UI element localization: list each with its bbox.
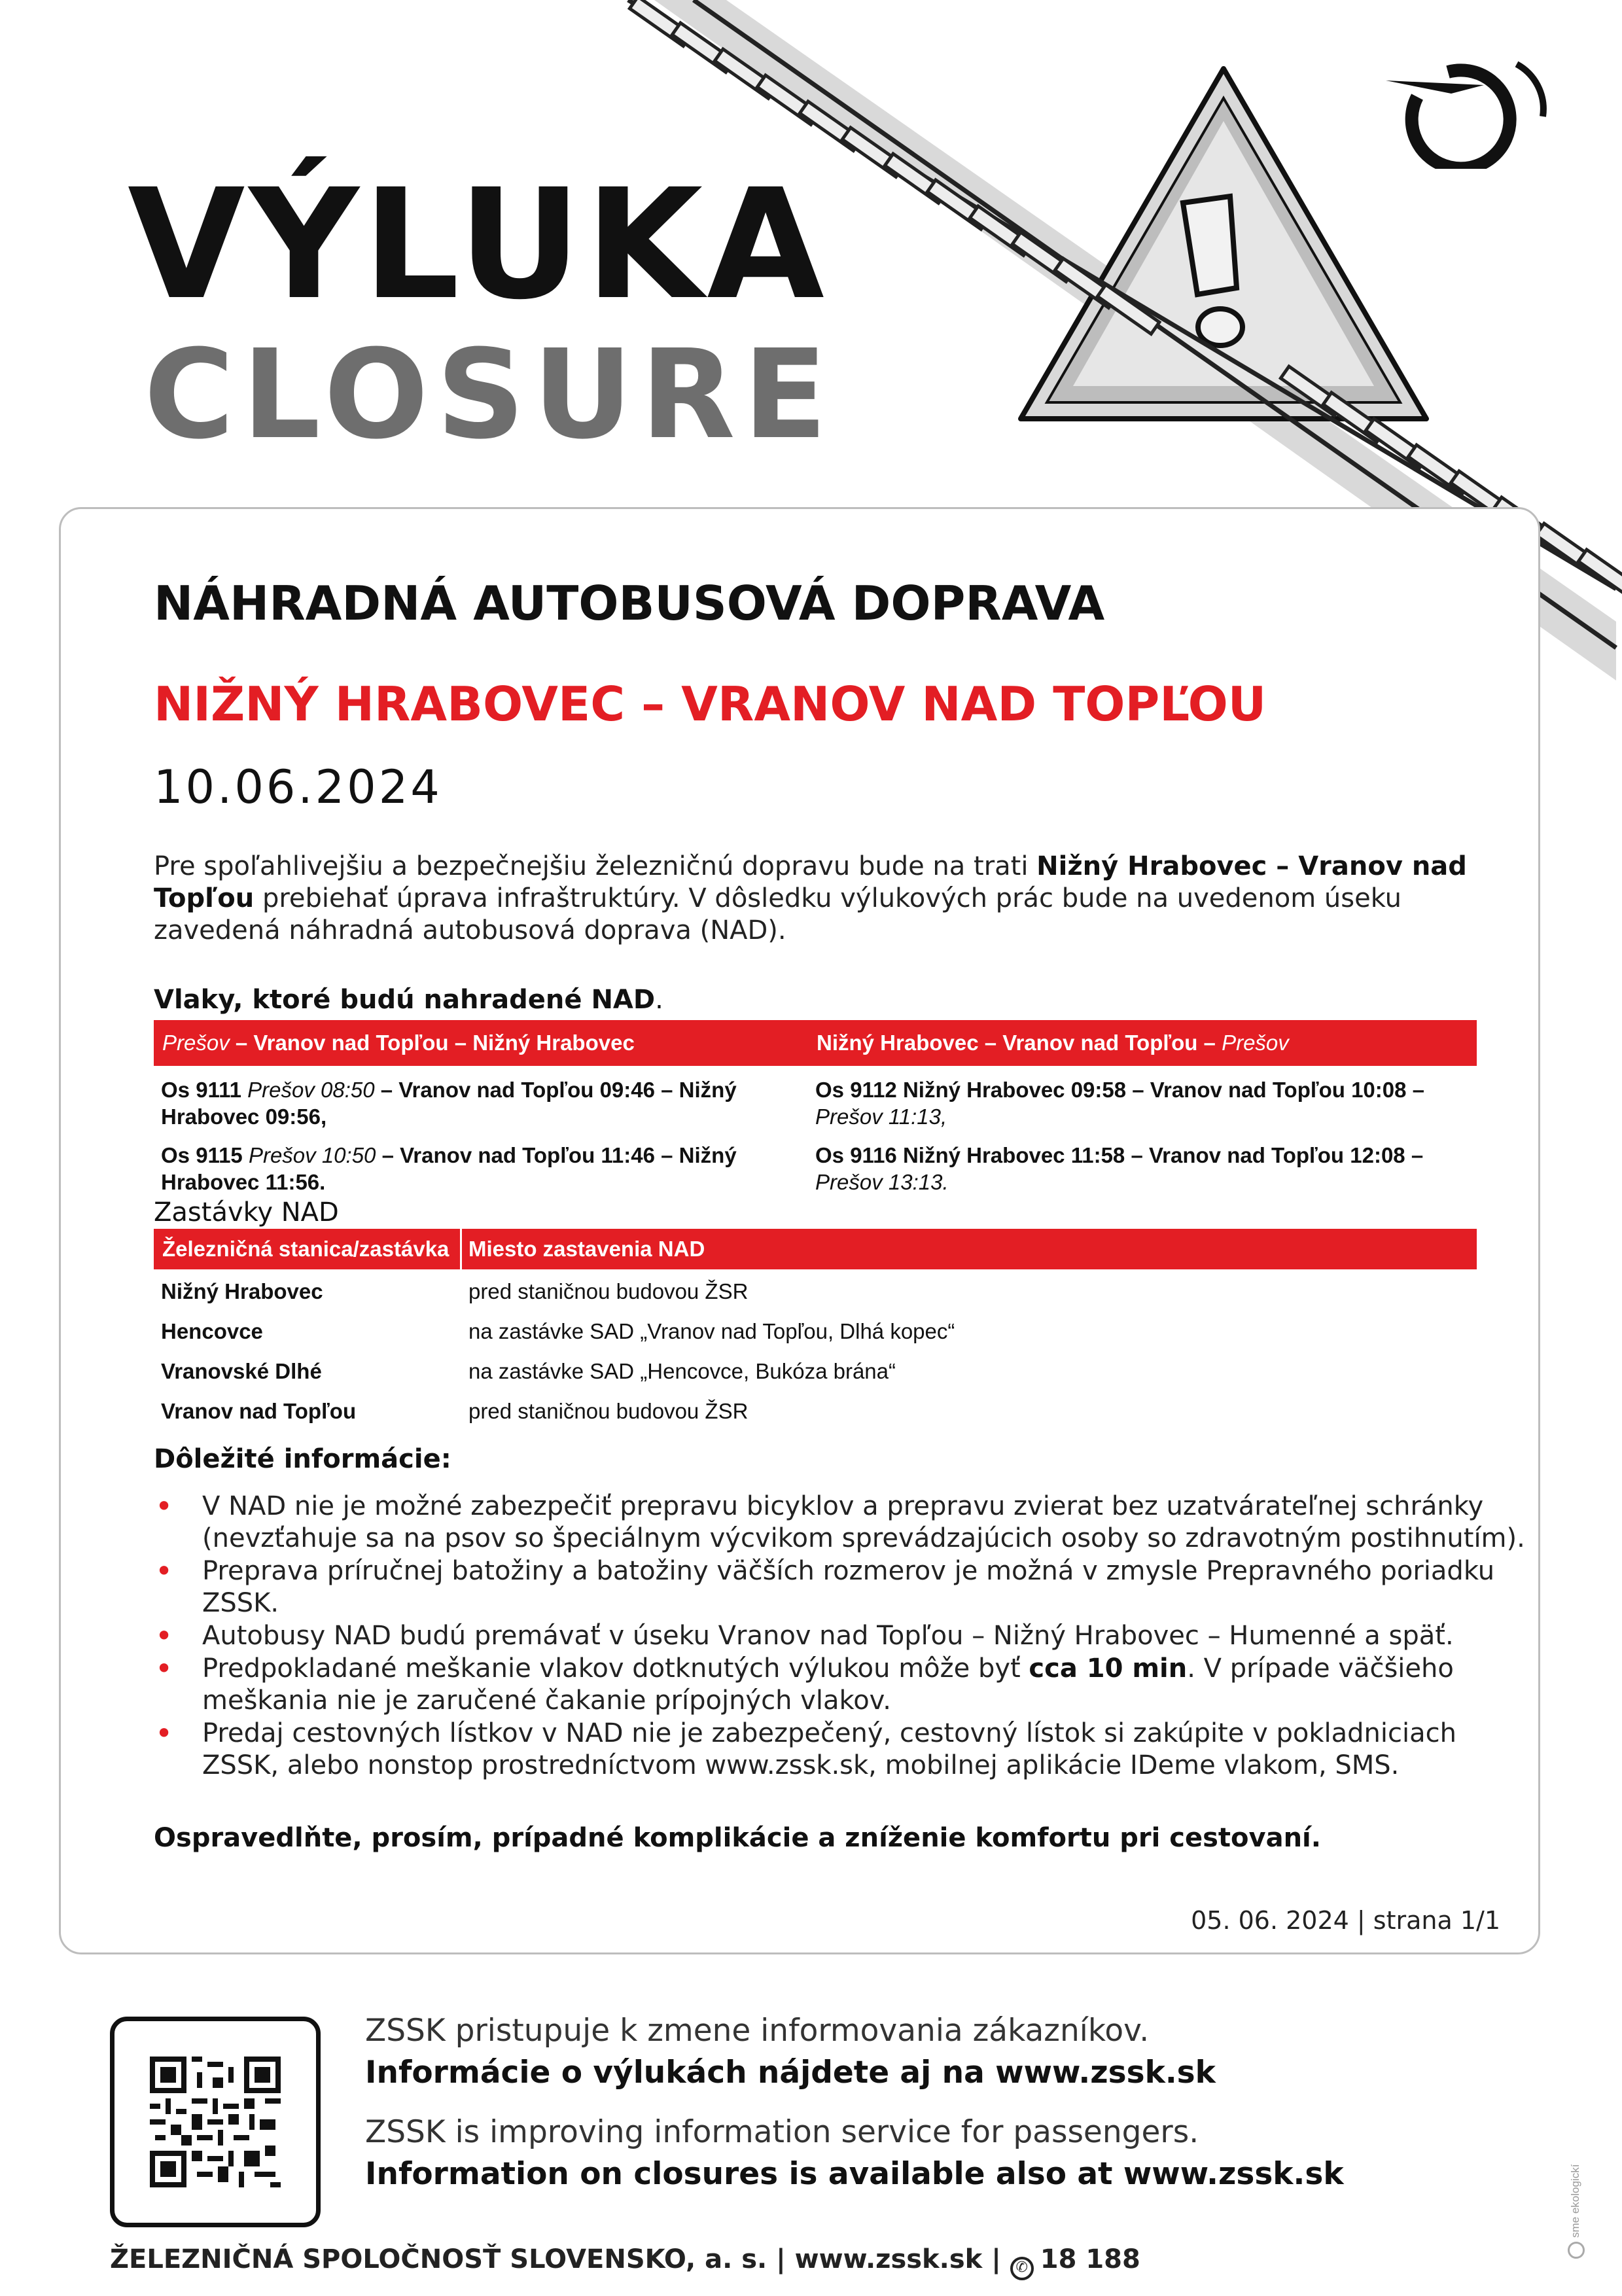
trains-section-title: Vlaky, ktoré budú nahradené NAD. xyxy=(154,985,663,1015)
direction-2-header: Nižný Hrabovec – Vranov nad Topľou – Prešov xyxy=(817,1031,1289,1055)
list-item: • Predpokladané meškanie vlakov dotknutých výlukou môže byť cca 10 min. V prípade väčšieho meškania nie je zaručené čakanie prípojných vlakov. xyxy=(154,1653,1534,1717)
stop-name: Vranovské Dlhé xyxy=(161,1359,322,1383)
footer-en-line2: Information on closures is available also at www.zssk.sk xyxy=(365,2156,1344,2192)
col-station-header: Železničná stanica/zastávka xyxy=(162,1237,450,1261)
train-os-9112: Os 9112 Nižný Hrabovec 09:58 – Vranov nad Topľou 10:08 – Prešov 11:13, xyxy=(815,1078,1424,1129)
headline: NÁHRADNÁ AUTOBUSOVÁ DOPRAVA xyxy=(154,576,1105,631)
qr-code-icon xyxy=(150,2057,281,2187)
apology-text: Ospravedlňte, prosím, prípadné komplikácie a zníženie komfortu pri cestovaní. xyxy=(154,1823,1321,1853)
stop-name: Vranov nad Topľou xyxy=(161,1399,357,1423)
stop-place: na zastávke SAD „Vranov nad Topľou, Dlhá kopec“ xyxy=(468,1319,955,1343)
warning-sign-icon xyxy=(1021,69,1426,419)
page-info: 05. 06. 2024 | strana 1/1 xyxy=(1191,1906,1500,1935)
stop-place: na zastávke SAD „Hencovce, Bukóza brána“ xyxy=(468,1359,896,1383)
train-os-9115: Os 9115 Prešov 10:50 – Vranov nad Topľou 11:46 – Nižný Hrabovec 11:56. xyxy=(161,1143,737,1194)
list-item: • V NAD nie je možné zabezpečiť prepravu bicyklov a prepravu zvierat bez uzatvárateľnej schránky (nevzťahuje sa na psov so špeciálnym výcvikom sprevádzajúcich osoby so zdravotným postihnutím). xyxy=(154,1491,1534,1555)
info-section-title: Dôležité informácie: xyxy=(154,1444,451,1474)
list-item: • Predaj cestovných lístkov v NAD nie je zabezpečený, cestovný lístok si zakúpite v pokladniciach ZSSK, alebo nonstop prostredníctvom www.zssk.sk, mobilnej aplikácie IDeme vlakom, SMS. xyxy=(154,1718,1534,1782)
info-list xyxy=(154,1491,1534,1782)
footer-sk-line2: Informácie o výlukách nájdete aj na www.zssk.sk xyxy=(365,2055,1216,2091)
closure-title-en: CLOSURE xyxy=(144,323,836,467)
list-item: • Autobusy NAD budú premávať v úseku Vranov nad Topľou – Nižný Hrabovec – Humenné a späť. xyxy=(154,1620,1534,1652)
trains-header-bar xyxy=(154,1020,1477,1066)
stop-name: Nižný Hrabovec xyxy=(161,1279,323,1303)
phone-icon: ✆ xyxy=(1010,2257,1034,2280)
direction-1-header: Prešov – Vranov nad Topľou – Nižný Hrabovec xyxy=(162,1031,635,1055)
qr-code-frame xyxy=(110,2017,321,2227)
stop-place: pred staničnou budovou ŽSR xyxy=(468,1399,749,1423)
train-os-9116: Os 9116 Nižný Hrabovec 11:58 – Vranov nad Topľou 12:08 – Prešov 13:13. xyxy=(815,1143,1424,1194)
route-title: NIŽNÝ HRABOVEC – VRANOV NAD TOPĽOU xyxy=(154,677,1267,732)
footer-en-line1: ZSSK is improving information service for passengers. xyxy=(365,2114,1199,2150)
col-place-header: Miesto zastavenia NAD xyxy=(468,1237,705,1261)
stop-name: Hencovce xyxy=(161,1319,263,1343)
stop-place: pred staničnou budovou ŽSR xyxy=(468,1279,749,1303)
intro-paragraph: Pre spoľahlivejšiu a bezpečnejšiu železničnú dopravu bude na trati Nižný Hrabovec – Vranov nad Topľou prebiehať úprava infraštruktúry. V dôsledku výlukových prác bude na uvedenom úseku zavedená náhradná autobusová doprava (NAD). xyxy=(154,851,1467,945)
stops-section-title: Zastávky NAD xyxy=(154,1197,339,1227)
closure-title-sk: VÝLUKA xyxy=(128,156,828,333)
company-line: ŽELEZNIČNÁ SPOLOČNOSŤ SLOVENSKO, a. s. | www.zssk.sk | ✆ 18 188 xyxy=(110,2244,1140,2280)
stops-header-bar xyxy=(154,1229,1477,1269)
phone-number: 18 188 xyxy=(1040,2244,1140,2274)
footer-sk-line1: ZSSK pristupuje k zmene informovania zákazníkov. xyxy=(365,2013,1150,2049)
eco-icon: sme ekologickí xyxy=(1566,2127,1586,2238)
train-os-9111: Os 9111 Prešov 08:50 – Vranov nad Topľou 09:46 – Nižný Hrabovec 09:56, xyxy=(161,1078,737,1129)
intro-route: Nižný Hrabovec – Vranov nad Topľou xyxy=(154,851,1467,913)
closure-date: 10.06.2024 xyxy=(154,760,442,814)
list-item: • Preprava príručnej batožiny a batožiny väčších rozmerov je možná v zmysle Prepravného poriadku ZSSK. xyxy=(154,1555,1534,1619)
